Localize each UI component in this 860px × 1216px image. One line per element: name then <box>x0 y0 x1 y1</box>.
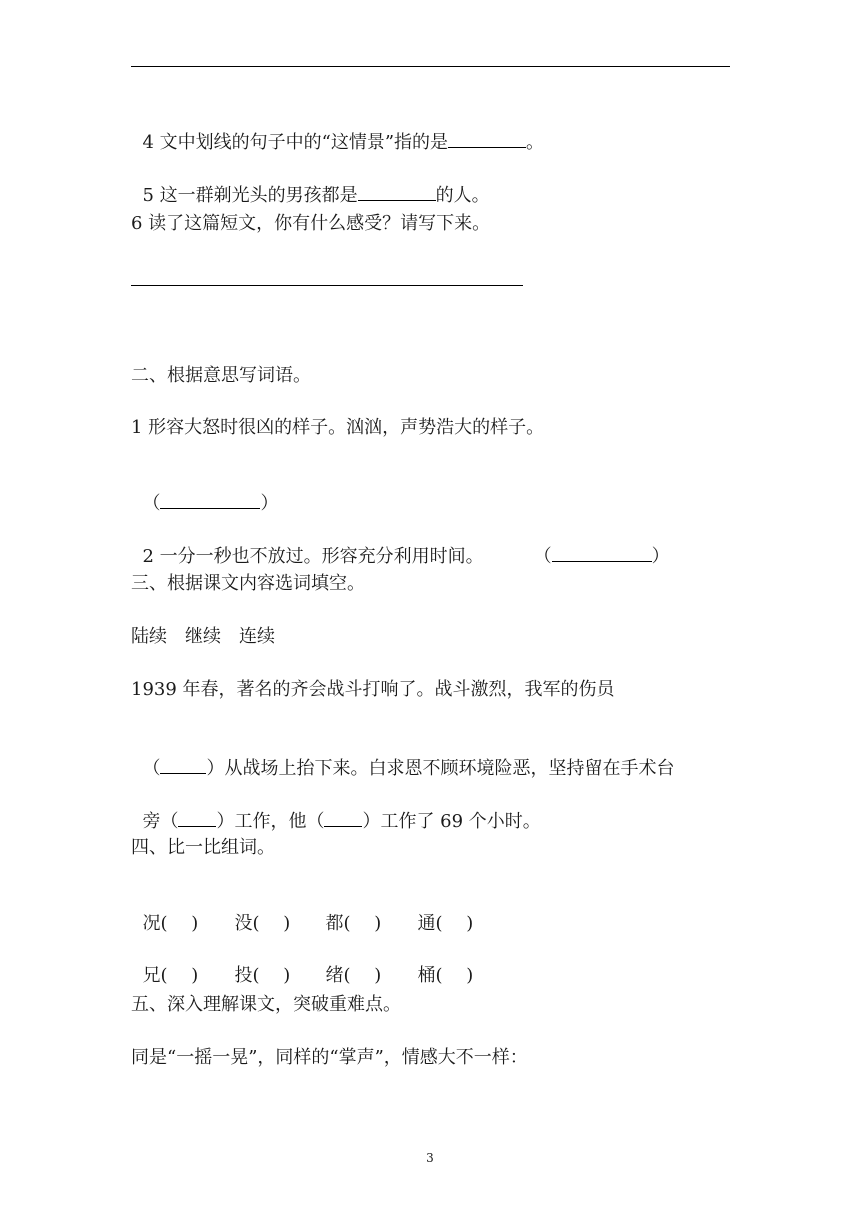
open-paren: （ <box>142 758 161 779</box>
word-cell[interactable]: 通( ) <box>417 913 474 934</box>
open-paren: （ <box>142 493 161 514</box>
word-cell[interactable]: 都( ) <box>325 913 382 934</box>
section-5-text: 同是“一摇一晃”，同样的“掌声”，情感大不一样： <box>131 1047 528 1068</box>
open-paren: （ <box>533 546 552 567</box>
paragraph-line-3-b: ）工作，他（ <box>216 811 325 832</box>
question-4-end: 。 <box>526 132 545 153</box>
question-6: 6 读了这篇短文，你有什么感受？请写下来。 <box>131 213 491 234</box>
word-cell[interactable]: 没( ) <box>234 913 291 934</box>
section-2-q1-blank[interactable] <box>160 490 260 509</box>
word-cell[interactable]: 绪( ) <box>325 965 382 986</box>
section-4-title: 四、比一比组词。 <box>131 837 275 858</box>
question-5-blank[interactable] <box>358 182 436 201</box>
paragraph-blank-1[interactable] <box>160 755 206 774</box>
word-compare-row-1 <box>131 888 473 936</box>
paragraph-blank-3[interactable] <box>324 808 362 827</box>
question-5-end: 的人。 <box>435 185 490 206</box>
question-5 <box>131 158 490 208</box>
paragraph-line-3-a: 旁（ <box>142 811 179 832</box>
section-2-q2-blank[interactable] <box>552 543 652 562</box>
word-cell[interactable]: 兄( ) <box>142 965 199 986</box>
word-compare-row-2 <box>131 940 473 988</box>
close-paren: ） <box>651 546 670 567</box>
word-cell[interactable]: 况( ) <box>142 913 199 934</box>
close-paren: ） <box>260 493 279 514</box>
word-cell[interactable]: 投( ) <box>234 965 291 986</box>
section-2-question-1-answer <box>131 466 278 516</box>
question-4-text: 4 文中划线的句子中的“这情景”指的是 <box>142 132 449 153</box>
section-2-question-2-text: 2 一分一秒也不放过。形容充分利用时间。 <box>142 546 484 567</box>
section-5-title: 五、深入理解课文，突破重难点。 <box>131 994 401 1015</box>
question-4 <box>131 105 544 155</box>
paragraph-line-2 <box>131 731 674 781</box>
paragraph-line-3-c: ）工作了 69 个小时。 <box>362 811 541 832</box>
paragraph-blank-2[interactable] <box>178 808 216 827</box>
answer-line[interactable] <box>131 285 523 286</box>
word-options: 陆续 继续 连续 <box>131 626 275 647</box>
word-cell[interactable]: 桶( ) <box>417 965 474 986</box>
header-rule <box>131 66 730 67</box>
question-4-blank[interactable] <box>448 129 526 148</box>
section-2-question-2 <box>131 519 670 569</box>
paragraph-line-3 <box>131 784 541 834</box>
paragraph-line-2-text: ）从战场上抬下来。白求恩不顾环境险恶，坚持留在手术台 <box>206 758 675 779</box>
section-2-title: 二、根据意思写词语。 <box>131 365 311 386</box>
page-number: 3 <box>426 1151 434 1165</box>
paragraph-line-1: 1939 年春，著名的齐会战斗打响了。战斗激烈，我军的伤员 <box>131 679 615 700</box>
question-5-text: 5 这一群剃光头的男孩都是 <box>142 185 358 206</box>
section-3-title: 三、根据课文内容选词填空。 <box>131 573 365 594</box>
section-2-question-1: 1 形容大怒时很凶的样子。汹汹，声势浩大的样子。 <box>131 417 545 438</box>
